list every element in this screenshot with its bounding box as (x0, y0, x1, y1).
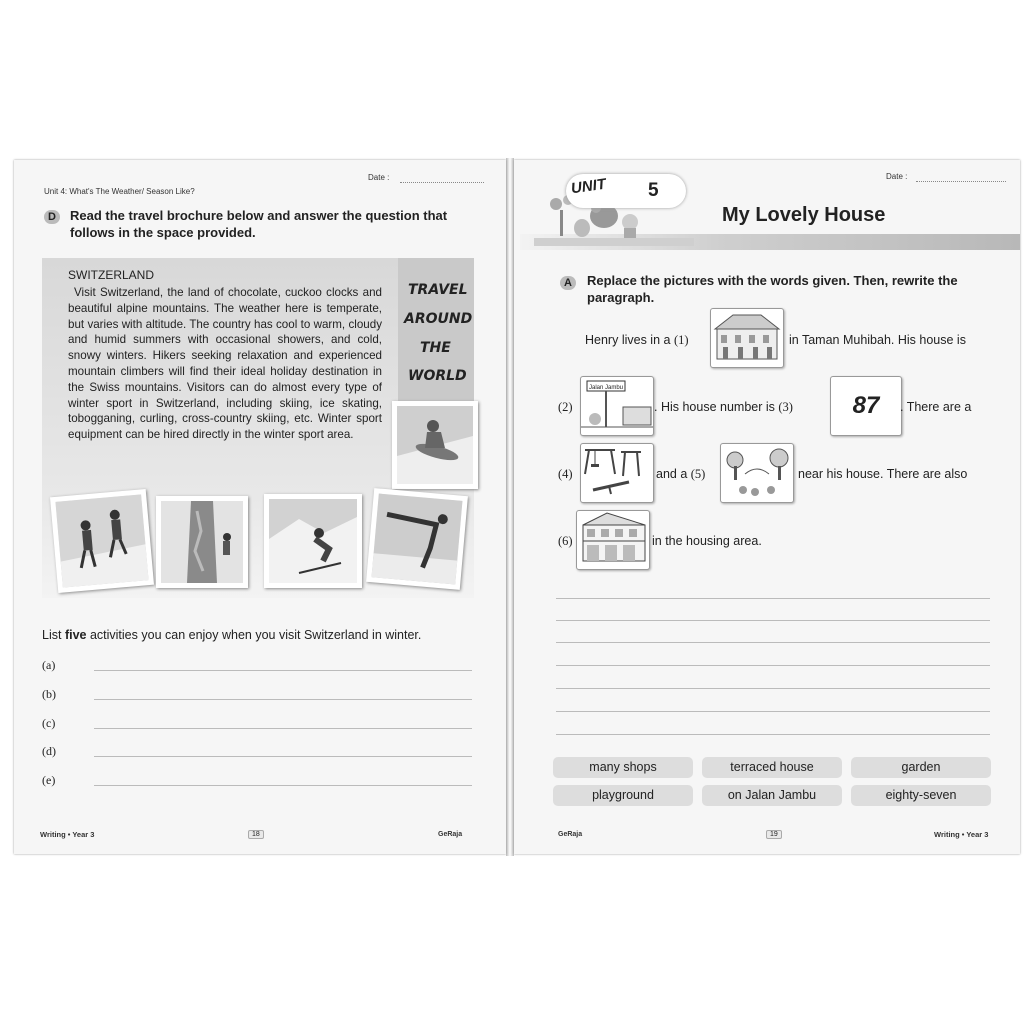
unit-number: 5 (648, 180, 659, 201)
question-text: List five activities you can enjoy when you visit Switzerland in winter. (42, 628, 422, 642)
answer-line-e[interactable] (94, 785, 472, 786)
sentence-2-middle: . His house number is (3) (654, 400, 793, 414)
sentence-3-end: near his house. There are also (798, 467, 968, 481)
photo-ice-skating (366, 488, 468, 590)
brochure-text: Visit Switzerland, the land of chocolate, cuckoo clocks and beautiful alpine mountains. The weather here is temperate, but varies with altitude. The country has cool to warm, cloudy and humid summers with occasional showers, and cold, snowy winters. Hikers seeking relaxation and experienced mountain climbers will find their ideal holiday destination in the Swiss mountains. Visitors can do almost every type of winter sport in Switzerland, including skiing, ice skating, tobogganing, curling, cross-country skiing, etc. Winter sport equipment can be hired directly in the winter sport area. (68, 286, 382, 442)
side-word-the: THE (420, 340, 451, 356)
unit-title: My Lovely House (722, 204, 886, 226)
picture-terraced-house (710, 308, 784, 368)
answer-label-a: (a) (42, 658, 56, 672)
question-badge: D (44, 207, 60, 225)
book-spine (506, 158, 514, 856)
date-line (400, 182, 484, 183)
word-bank-item: many shops (553, 757, 693, 778)
answer-line-c[interactable] (94, 728, 472, 729)
left-page (14, 160, 506, 854)
unit-word: UNIT (569, 175, 608, 198)
side-word-world: WORLD (408, 368, 467, 384)
picture-garden (720, 443, 794, 503)
picture-house-number (830, 376, 902, 436)
side-word-around: AROUND (404, 311, 473, 327)
date-label: Date : (368, 173, 390, 182)
writing-line-6[interactable] (556, 711, 990, 712)
instruction: Read the travel brochure below and answer the question that follows in the space provided. (70, 208, 448, 240)
word-bank-item: on Jalan Jambu (702, 785, 842, 806)
svg-text:Jalan Jambu: Jalan Jambu (589, 385, 624, 391)
word-bank-item: terraced house (702, 757, 842, 778)
sentence-2-end: . There are a (900, 400, 972, 414)
number-2: (2) (558, 400, 573, 414)
instruction: Replace the pictures with the words given. Then, rewrite the paragraph. (587, 273, 958, 305)
travel-brochure (42, 258, 474, 598)
picture-street-sign (580, 376, 654, 436)
writing-line-3[interactable] (556, 642, 990, 643)
footer-subject: Writing • Year 3 (934, 830, 989, 839)
publisher-logo: GeRaja (558, 831, 583, 838)
answer-line-b[interactable] (94, 699, 472, 700)
number-4: (4) (558, 467, 573, 481)
side-word-travel: TRAVEL (408, 282, 468, 298)
brochure-title: SWITZERLAND (68, 268, 155, 282)
writing-line-2[interactable] (556, 620, 990, 621)
sentence-4-end: in the housing area. (652, 534, 762, 548)
sentence-1-start: Henry lives in a (1) (585, 333, 689, 347)
right-page (514, 160, 1020, 854)
number-6: (6) (558, 534, 573, 548)
house-number-plate: 87 (852, 392, 880, 419)
photo-toboggan (392, 401, 478, 489)
picture-shops (576, 510, 650, 570)
photo-ice-climbing (156, 496, 248, 588)
photo-hikers (50, 489, 154, 593)
picture-playground (580, 443, 654, 503)
question-badge: A (560, 273, 576, 291)
date-label: Date : (886, 172, 908, 181)
word-bank-item: garden (851, 757, 991, 778)
publisher-logo: GeRaja (438, 831, 463, 838)
word-bank-item: playground (553, 785, 693, 806)
date-line (916, 181, 1006, 182)
answer-label-d: (d) (42, 744, 56, 758)
answer-line-a[interactable] (94, 670, 472, 671)
writing-line-4[interactable] (556, 665, 990, 666)
writing-line-5[interactable] (556, 688, 990, 689)
answer-label-e: (e) (42, 773, 56, 787)
footer-subject: Writing • Year 3 (40, 830, 95, 839)
answer-label-c: (c) (42, 716, 56, 730)
page-number: 19 (766, 830, 782, 839)
writing-line-7[interactable] (556, 734, 990, 735)
sentence-1-end: in Taman Muhibah. His house is (789, 333, 966, 347)
unit-header: Unit 4: What's The Weather/ Season Like? (44, 187, 195, 196)
answer-line-d[interactable] (94, 756, 472, 757)
writing-line-1[interactable] (556, 598, 990, 599)
page-number: 18 (248, 830, 264, 839)
photo-skiing (264, 494, 362, 588)
sentence-3-middle: and a (5) (656, 467, 706, 481)
answer-label-b: (b) (42, 687, 56, 701)
word-bank-item: eighty-seven (851, 785, 991, 806)
